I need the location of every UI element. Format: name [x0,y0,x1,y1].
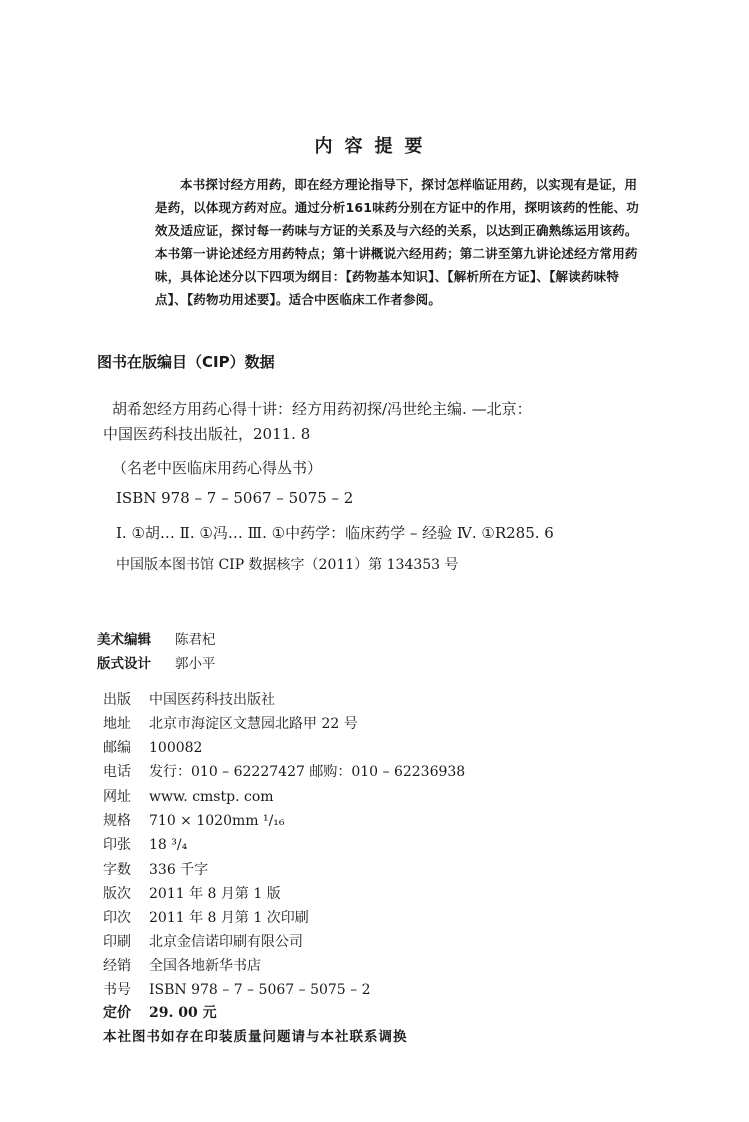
credit-value: 陈君杞 [175,632,216,648]
pub-value: ISBN 978 – 7 – 5067 – 5075 – 2 [149,982,371,998]
pub-label: 定价 [103,1005,131,1021]
pub-booknum-row [103,979,371,999]
pub-value: 中国医药科技出版社 [149,692,275,708]
abstract-line-2: 是药，以体现方药对应。通过分析161味药分别在方证中的作用，探明该药的性能、功 [155,200,639,215]
cip-title-line: 胡希恕经方用药心得十讲：经方用药初探/冯世纶主编. —北京： [112,400,532,418]
pub-edition-row [103,883,281,903]
abstract-line-5: 味，具体论述分以下四项为纲目：【药物基本知识】、【解析所在方证】、【解读药味特 [155,269,620,284]
pub-label: 邮编 [103,740,131,756]
pub-value: 北京市海淀区文慧园北路甲 22 号 [149,716,358,732]
pub-value: 100082 [149,740,203,756]
pub-label: 出版 [103,692,131,708]
abstract-line-1: 本书探讨经方用药，即在经方理论指导下，探讨怎样临证用药，以实现有是证，用 [180,177,638,192]
pub-postcode-row [103,737,202,757]
pub-distributor-row [103,955,261,975]
cip-classification: Ⅰ. ①胡… Ⅱ. ①冯… Ⅲ. ①中药学：临床药学 – 经验 Ⅳ. ①R285. 6 [116,524,554,542]
cip-publisher-line: 中国医药科技出版社，2011. 8 [103,425,311,443]
credit-layout-designer [97,652,216,672]
cip-isbn: ISBN 978 – 7 – 5067 – 5075 – 2 [116,489,354,507]
pub-value: www. cmstp. com [149,789,274,805]
credit-value: 郭小平 [175,656,216,672]
pub-label: 印刷 [103,934,131,950]
pub-value: 全国各地新华书店 [149,958,261,974]
pub-label: 印张 [103,837,131,853]
pub-value: 北京金信诺印刷有限公司 [149,934,303,950]
pub-format-row [103,810,285,830]
credit-label: 版式设计 [97,656,151,672]
pub-label: 印次 [103,910,131,926]
credit-art-editor [97,628,216,648]
pub-sheets-row [103,834,187,854]
pub-printer-row [103,931,303,951]
pub-value: 29. 00 元 [149,1005,217,1021]
pub-value: 2011 年 8 月第 1 版 [149,886,281,902]
pub-label: 地址 [103,716,131,732]
pub-phone-row [103,761,465,781]
credit-label: 美术编辑 [97,632,151,648]
quality-notice: 本社图书如存在印装质量问题请与本社联系调换 [103,1029,408,1045]
cip-heading: 图书在版编目（CIP）数据 [97,353,275,371]
pub-label: 版次 [103,886,131,902]
pub-website-row [103,786,274,806]
pub-label: 电话 [103,764,131,780]
pub-label: 规格 [103,813,131,829]
abstract-line-6: 点】、【药物功用述要】。适合中医临床工作者参阅。 [155,292,442,307]
pub-value: 336 千字 [149,862,209,878]
pub-words-row [103,859,208,879]
pub-publisher-row [103,689,275,709]
abstract-title: 内容提要 [314,136,435,157]
abstract-line-3: 效及适应证，探讨每一药味与方证的关系及与六经的关系，以达到正确熟练运用该药。 [155,223,638,238]
pub-label: 经销 [103,958,131,974]
pub-label: 网址 [103,789,131,805]
pub-value: 2011 年 8 月第 1 次印刷 [149,910,309,926]
pub-printing-row [103,907,309,927]
pub-value: 710 × 1020mm ¹/₁₆ [149,813,285,829]
pub-label: 字数 [103,862,131,878]
cip-record: 中国版本图书馆 CIP 数据核字（2011）第 134353 号 [116,557,459,573]
pub-price-row [103,1002,217,1022]
pub-value: 发行：010 – 62227427 邮购：010 – 62236938 [149,764,466,780]
abstract-line-4: 本书第一讲论述经方用药特点；第十讲概说六经用药；第二讲至第九讲论述经方常用药 [155,246,638,261]
pub-address-row [103,713,358,733]
pub-label: 书号 [103,982,131,998]
pub-value: 18 ³/₄ [149,837,188,853]
cip-series-line: （名老中医临床用药心得丛书） [112,459,323,477]
